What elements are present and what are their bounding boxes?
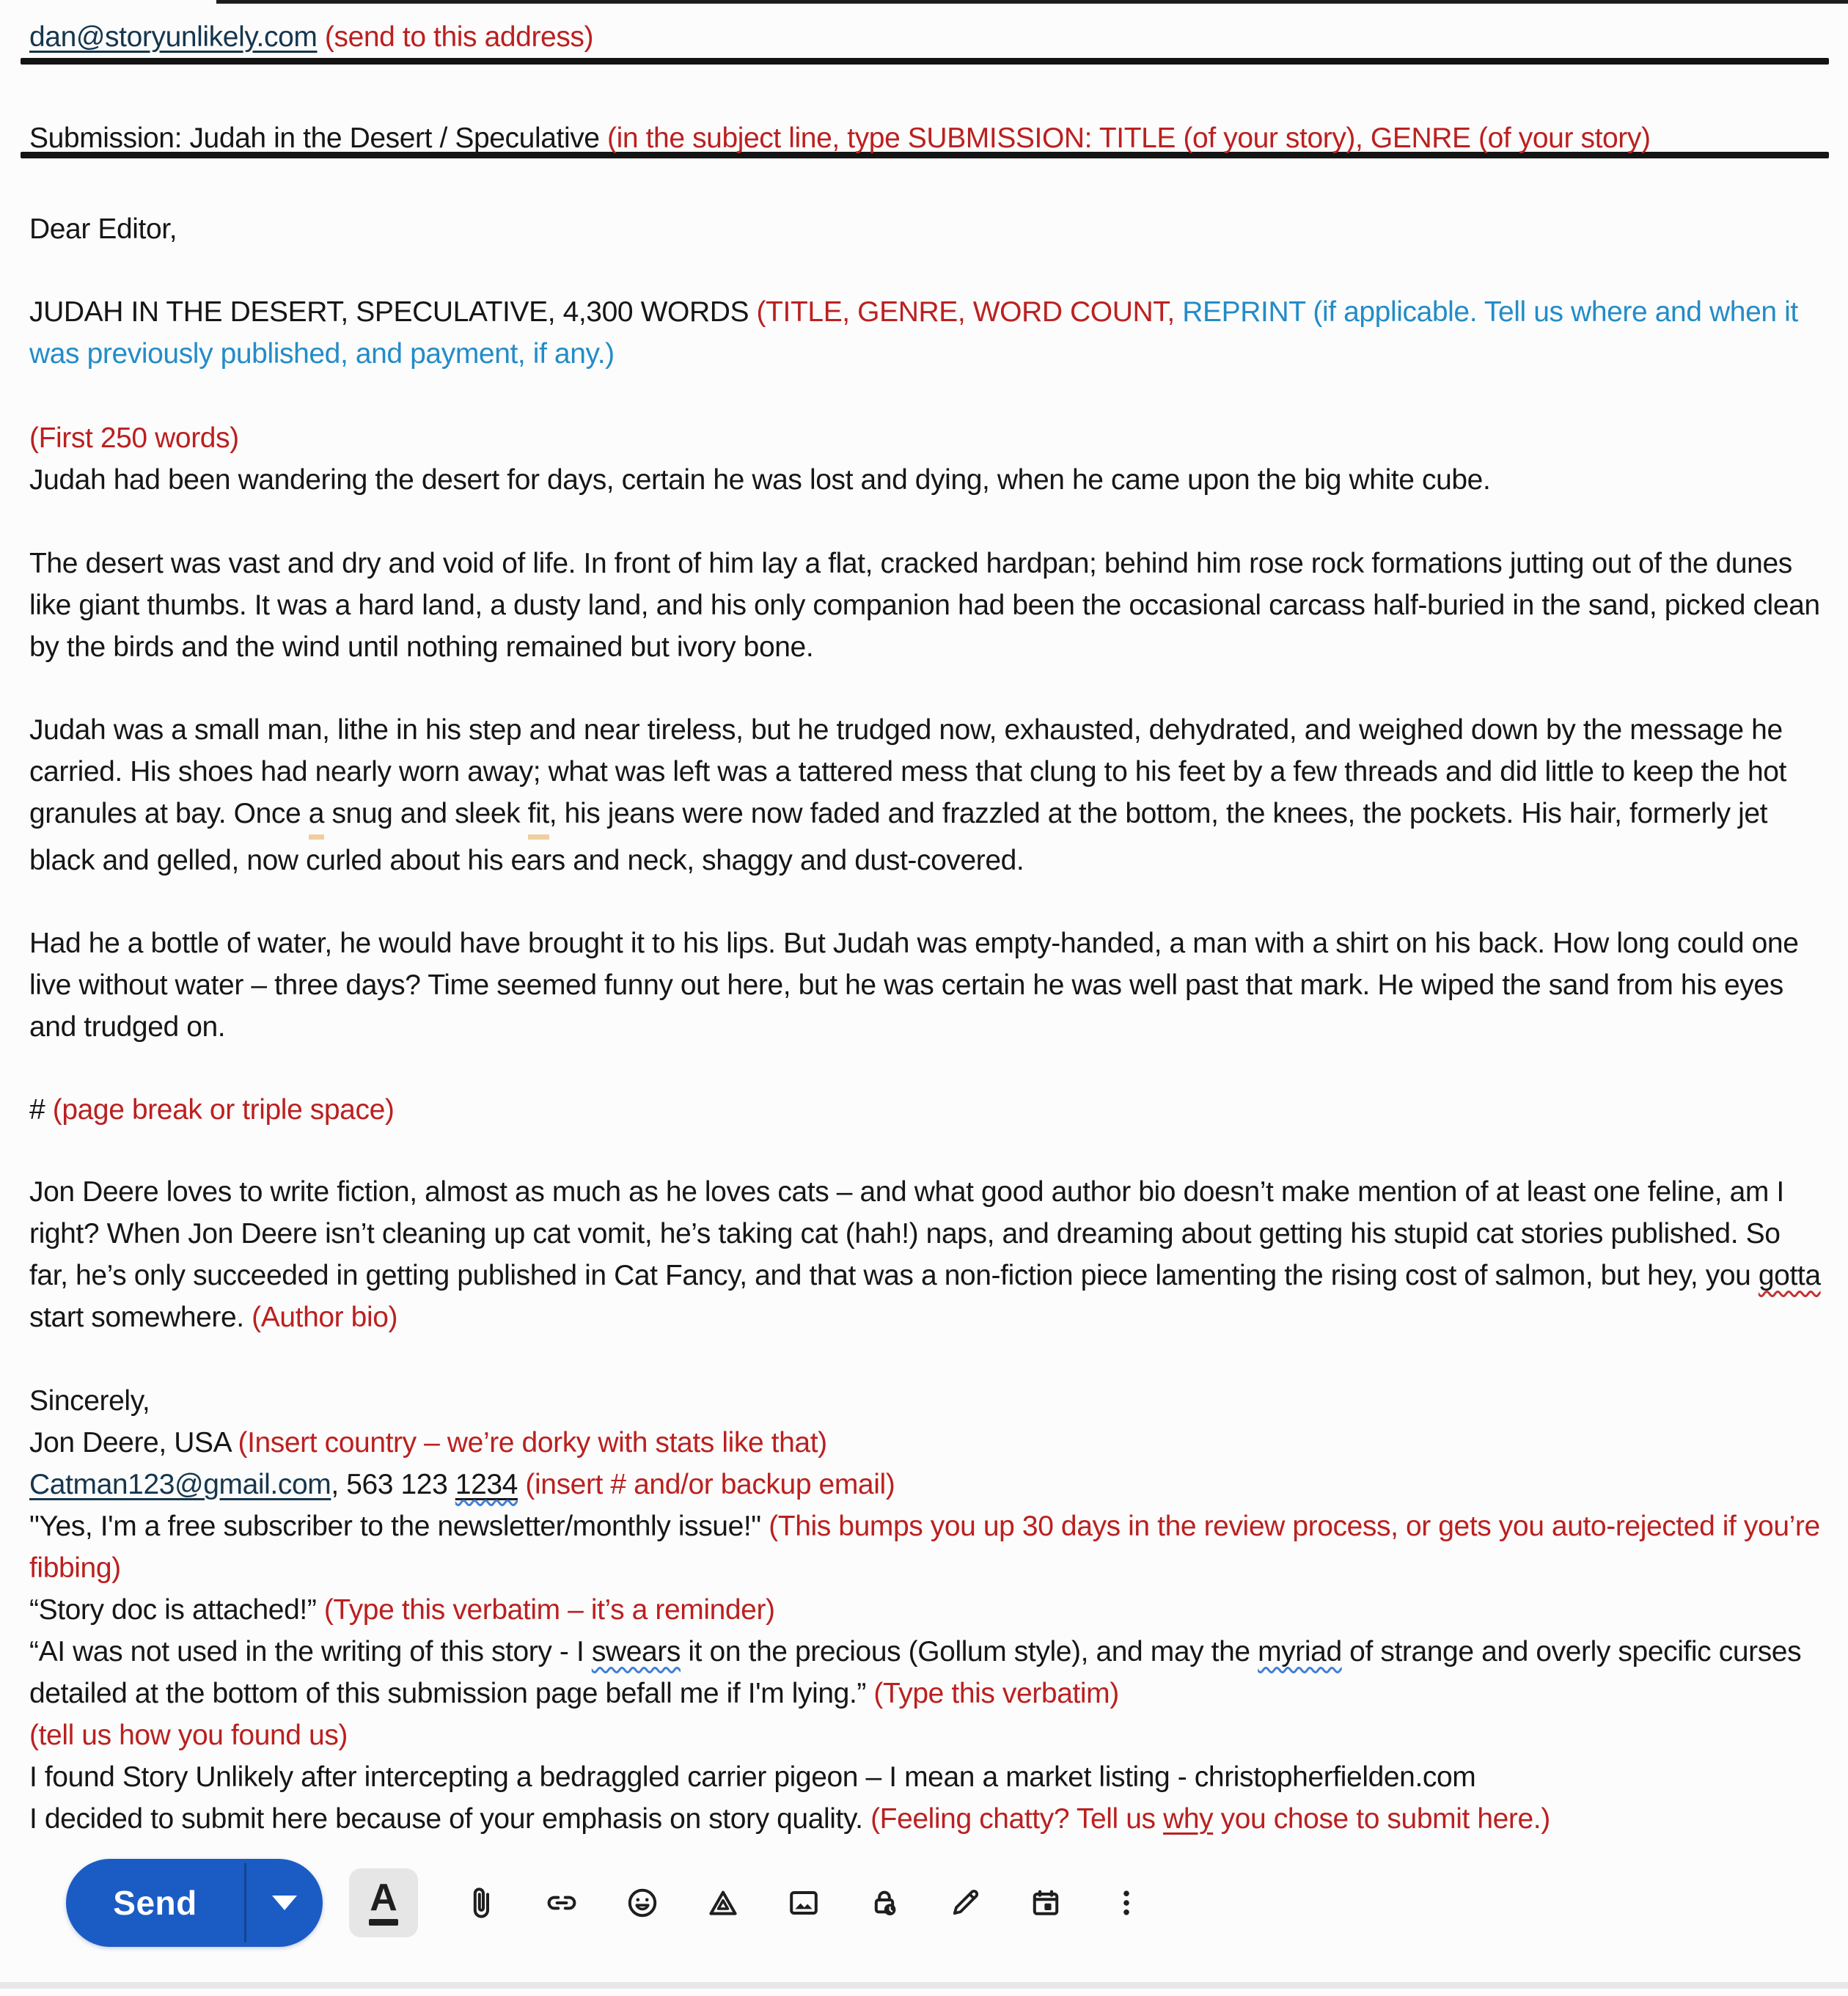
image-icon: [786, 1885, 821, 1920]
greeting-text: Dear Editor,: [29, 213, 177, 245]
formatting-underline-bar: [369, 1919, 398, 1926]
subject-text: Submission: Judah in the Desert / Speculative: [29, 122, 608, 154]
story-paragraph-2: [29, 543, 1822, 668]
spellcheck-marked-word: a: [309, 793, 324, 840]
page-break-hash: #: [29, 1094, 53, 1126]
attach-file-button[interactable]: [463, 1885, 499, 1920]
ai-disclaimer-line: [29, 1631, 1822, 1714]
signature-note: (Insert country – we’re dorky with stats like that): [238, 1427, 827, 1459]
story-paragraph-3: [29, 709, 1822, 881]
misspelled-word: gotta: [1758, 1260, 1821, 1291]
author-bio-note: (Author bio): [252, 1302, 398, 1333]
found-us-text: I found Story Unlikely after intercepting a bedraggled carrier pigeon – I mean a market listing - christopherfielden.com: [29, 1761, 1476, 1793]
author-bio-paragraph: [29, 1171, 1822, 1338]
insert-link-button[interactable]: [544, 1885, 579, 1920]
closing-text: Sincerely,: [29, 1385, 150, 1417]
drive-icon: [705, 1885, 741, 1920]
ai-text: it on the precious (Gollum style), and may the: [680, 1636, 1258, 1667]
to-field-divider: [21, 58, 1829, 65]
closing-line: [29, 1380, 1822, 1422]
subscriber-note: (This bumps you up 30 days in the review process, or gets you auto-rejected if you’re fibbing): [29, 1511, 1820, 1584]
formatting-options-button[interactable]: [349, 1868, 418, 1937]
contact-note: (insert # and/or backup email): [525, 1469, 895, 1500]
subscriber-line: [29, 1505, 1822, 1589]
why-submit-text: I decided to submit here because of your emphasis on story quality.: [29, 1803, 871, 1835]
page-break-note: (page break or triple space): [52, 1094, 395, 1126]
why-submit-line: [29, 1798, 1822, 1840]
story-text: Judah was a small man, lithe in his step and near tireless, but he trudged now, exhausted, dehydrated, and weighed down by the message he carried. His shoes had nearly worn away; what was left was a tattered mess that clung to his feet by a few threads and did little to keep the hot granules at bay. Once: [29, 714, 1786, 829]
contact-phone-flagged: 1234: [455, 1469, 518, 1500]
attachment-note: (Type this verbatim – it’s a reminder): [323, 1594, 775, 1626]
title-annotation-red: (TITLE, GENRE, WORD COUNT,: [756, 296, 1175, 328]
story-text: Judah had been wandering the desert for days, certain he was lost and dying, when he came upon the big white cube.: [29, 464, 1491, 496]
ai-text: of strange and overly specific curses detailed at the bottom of this submission page befall me if I'm lying.”: [29, 1636, 1802, 1709]
subject-field[interactable]: [29, 117, 1822, 159]
bio-text: Jon Deere loves to write fiction, almost as much as he loves cats – and what good author bio doesn’t make mention of at least one feline, am I right? When Jon Deere isn’t cleaning up cat vomit, he’s taking cat (hah!) naps, and dreaming about getting his stupid cat stories published. So far, he’s only succeeded in getting published in Cat Fancy, and that was a non-fiction piece lamenting the rising cost of salmon, but hey, you: [29, 1176, 1784, 1291]
link-icon: [544, 1885, 579, 1920]
send-options-dropdown[interactable]: [246, 1859, 323, 1947]
insert-from-drive-button[interactable]: [705, 1885, 741, 1920]
vertical-dots-icon: [1109, 1885, 1144, 1920]
story-text: , his jeans were now faded and frazzled at the bottom, the knees, the pockets. His hair, formerly jet black and gelled, now curled about his ears and neck, shaggy and dust-covered.: [29, 798, 1768, 876]
insert-emoji-button[interactable]: [625, 1885, 660, 1920]
spacer: [518, 1469, 525, 1500]
send-button-label[interactable]: Send: [113, 1884, 197, 1922]
insert-photo-button[interactable]: [786, 1885, 821, 1920]
to-address-link[interactable]: dan@storyunlikely.com: [29, 21, 318, 53]
signature-name-line: [29, 1422, 1822, 1464]
story-paragraph-4: [29, 922, 1822, 1048]
title-text: JUDAH IN THE DESERT, SPECULATIVE, 4,300 WORDS: [29, 296, 757, 328]
found-us-line: [29, 1756, 1822, 1798]
formatting-a-icon: A: [370, 1876, 397, 1919]
first-250-label: [29, 417, 1822, 459]
lock-clock-icon: [867, 1885, 902, 1920]
subscriber-quote: "Yes, I'm a free subscriber to the newsletter/monthly issue!": [29, 1511, 769, 1542]
contact-email-link[interactable]: Catman123@gmail.com: [29, 1469, 331, 1500]
insert-signature-button[interactable]: [947, 1885, 983, 1920]
title-annotation-blue: REPRINT (if applicable. Tell us where and when it was previously published, and payment, if any.): [29, 296, 1798, 370]
contact-phone: , 563 123: [331, 1469, 455, 1500]
compose-toolbar: [66, 1858, 1822, 1948]
story-text: Had he a bottle of water, he would have brought it to his lips. But Judah was empty-handed, a man with a shirt on his back. How long could one live without water – three days? Time seemed funny out here, but he was certain he was well past that mark. He wiped the sand from his eyes and trudged on.: [29, 928, 1799, 1043]
story-text: snug and sleek: [324, 798, 528, 829]
found-us-label: [29, 1714, 1822, 1756]
calendar-icon: [1028, 1885, 1063, 1920]
more-options-button[interactable]: [1109, 1885, 1144, 1920]
first-250-text: (First 250 words): [29, 422, 239, 454]
title-line: [29, 291, 1822, 375]
story-paragraph-1: [29, 459, 1822, 501]
to-instruction: (send to this address): [317, 21, 594, 53]
found-us-label-text: (tell us how you found us): [29, 1720, 348, 1751]
spellcheck-marked-word: fit: [528, 793, 549, 840]
signature-name: Jon Deere, USA: [29, 1427, 238, 1459]
greeting-line: [29, 208, 1822, 250]
compose-bottom-border: [0, 1982, 1848, 1989]
paperclip-icon: [463, 1885, 499, 1920]
grammar-flagged-word: myriad: [1258, 1636, 1342, 1667]
set-up-meeting-button[interactable]: [1028, 1885, 1063, 1920]
grammar-flagged-word: swears: [591, 1636, 681, 1667]
contact-line: [29, 1464, 1822, 1505]
why-submit-note: you chose to submit here.): [1213, 1803, 1550, 1835]
page-break-line: [29, 1089, 1822, 1131]
ai-note: (Type this verbatim): [873, 1678, 1119, 1709]
smiley-icon: [625, 1885, 660, 1920]
subject-instruction: (in the subject line, type SUBMISSION: TITLE (of your story), GENRE (of your story): [607, 122, 1651, 154]
bio-text: start somewhere.: [29, 1302, 252, 1333]
attachment-quote: “Story doc is attached!”: [29, 1594, 324, 1626]
pen-icon: [947, 1885, 983, 1920]
confidential-mode-button[interactable]: [867, 1885, 902, 1920]
send-button[interactable]: [66, 1859, 323, 1947]
chevron-down-icon: [272, 1896, 297, 1910]
why-underlined-word: why: [1163, 1803, 1214, 1835]
story-text: The desert was vast and dry and void of life. In front of him lay a flat, cracked hardpan; behind him rose rock formations jutting out of the dunes like giant thumbs. It was a hard land, a dusty land, and his only companion had been the occasional carcass half-buried in the sand, picked clean by the birds and the wind until nothing remained but ivory bone.: [29, 548, 1820, 663]
to-field[interactable]: [29, 16, 1822, 58]
why-submit-note: (Feeling chatty? Tell us: [870, 1803, 1164, 1835]
attachment-line: [29, 1589, 1822, 1631]
ai-text: “AI was not used in the writing of this story - I: [29, 1636, 592, 1667]
